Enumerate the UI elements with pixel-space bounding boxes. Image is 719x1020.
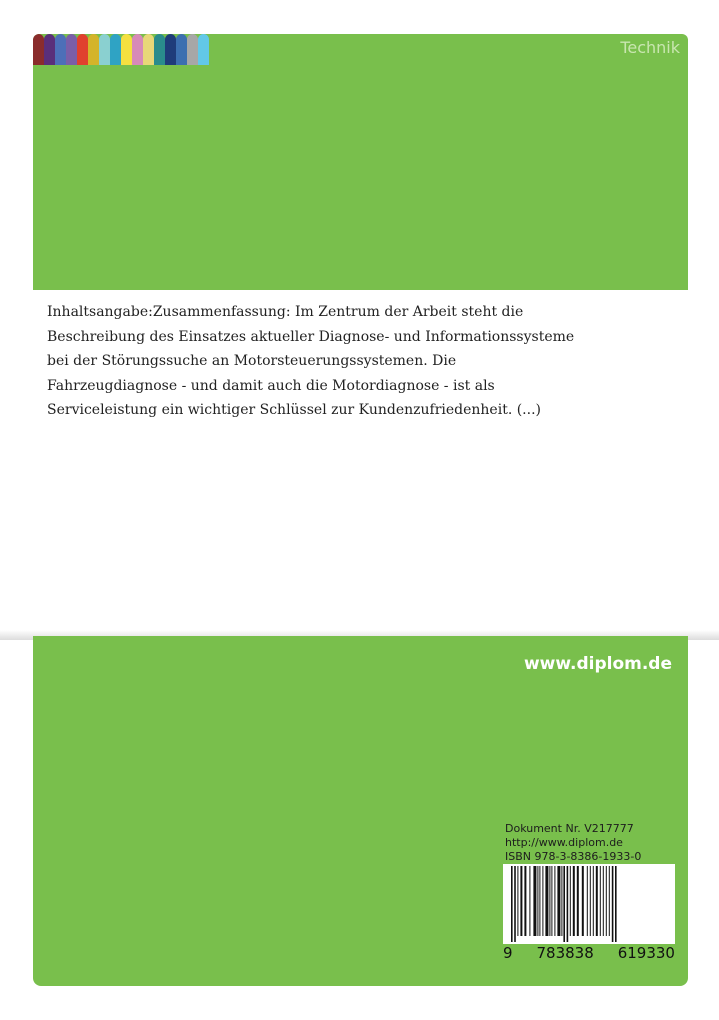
barcode-digit-group: 9	[503, 944, 513, 962]
barcode-bar	[561, 866, 562, 936]
cover-bottom-panel	[33, 636, 688, 986]
website-label[interactable]: www.diplom.de	[523, 654, 672, 674]
category-label: Technik	[620, 38, 680, 57]
cover-top-panel	[33, 34, 688, 290]
barcode-bar	[603, 866, 604, 936]
barcode-digit-group: 783838	[536, 944, 594, 962]
barcode-bar	[545, 866, 548, 936]
color-stripe	[143, 34, 154, 65]
isbn: ISBN 978-3-8386-1933-0	[505, 850, 642, 863]
barcode-bar	[590, 866, 591, 936]
barcode-bar	[582, 866, 584, 936]
barcode-bar	[551, 866, 552, 936]
barcode-digit-group: 619330	[617, 944, 675, 962]
color-stripe	[88, 34, 99, 65]
color-stripe	[99, 34, 110, 65]
barcode-bar	[609, 866, 610, 936]
document-meta	[505, 822, 641, 864]
barcode-bars	[503, 864, 675, 944]
barcode-digits	[503, 944, 675, 962]
color-stripe	[154, 34, 165, 65]
color-stripe	[44, 34, 55, 65]
barcode-bar	[549, 866, 550, 936]
color-stripe	[33, 34, 44, 65]
barcode-bar	[533, 866, 536, 936]
barcode-bar	[606, 866, 607, 936]
color-stripe	[132, 34, 143, 65]
color-stripe	[121, 34, 132, 65]
barcode-bar	[542, 866, 543, 936]
color-stripe	[66, 34, 77, 65]
barcode-bar	[596, 866, 598, 936]
barcode	[503, 864, 675, 968]
barcode-bar	[577, 866, 579, 936]
barcode-bar	[537, 866, 538, 936]
barcode-bar	[511, 866, 513, 942]
document-number: Dokument Nr. V217777	[505, 822, 634, 835]
abstract-text: Inhaltsangabe:Zusammenfassung: Im Zentrum der Arbeit steht die Beschreibung des Einsatzes aktueller Diagnose- und Informationssysteme bei der Störungssuche an Motorsteuerungssystemen. Die Fahrzeugdiagnose - und damit auch die Motordiagnose - ist als Serviceleistung ein wichtiger Schlüssel zur Kundenzufriedenheit. (...)	[47, 304, 575, 418]
barcode-bar	[554, 866, 555, 936]
barcode-bar	[539, 866, 540, 936]
document-url[interactable]: http://www.diplom.de	[505, 836, 623, 849]
color-stripe	[198, 34, 209, 65]
barcode-bar	[600, 866, 601, 936]
color-stripes	[33, 34, 209, 65]
barcode-bar	[557, 866, 560, 936]
color-stripe	[110, 34, 121, 65]
barcode-bar	[529, 866, 530, 936]
color-stripe	[55, 34, 66, 65]
barcode-bar	[570, 866, 571, 936]
barcode-bar	[514, 866, 516, 942]
color-stripe	[187, 34, 198, 65]
barcode-bar	[563, 866, 565, 942]
barcode-bar	[567, 866, 569, 942]
color-stripe	[176, 34, 187, 65]
color-stripe	[165, 34, 176, 65]
barcode-bar	[524, 866, 526, 936]
barcode-bar	[520, 866, 522, 936]
barcode-bar	[615, 866, 617, 942]
barcode-bar	[612, 866, 614, 942]
barcode-bar	[573, 866, 575, 936]
barcode-bar	[587, 866, 588, 936]
barcode-bar	[593, 866, 594, 936]
barcode-bar	[517, 866, 518, 936]
color-stripe	[77, 34, 88, 65]
